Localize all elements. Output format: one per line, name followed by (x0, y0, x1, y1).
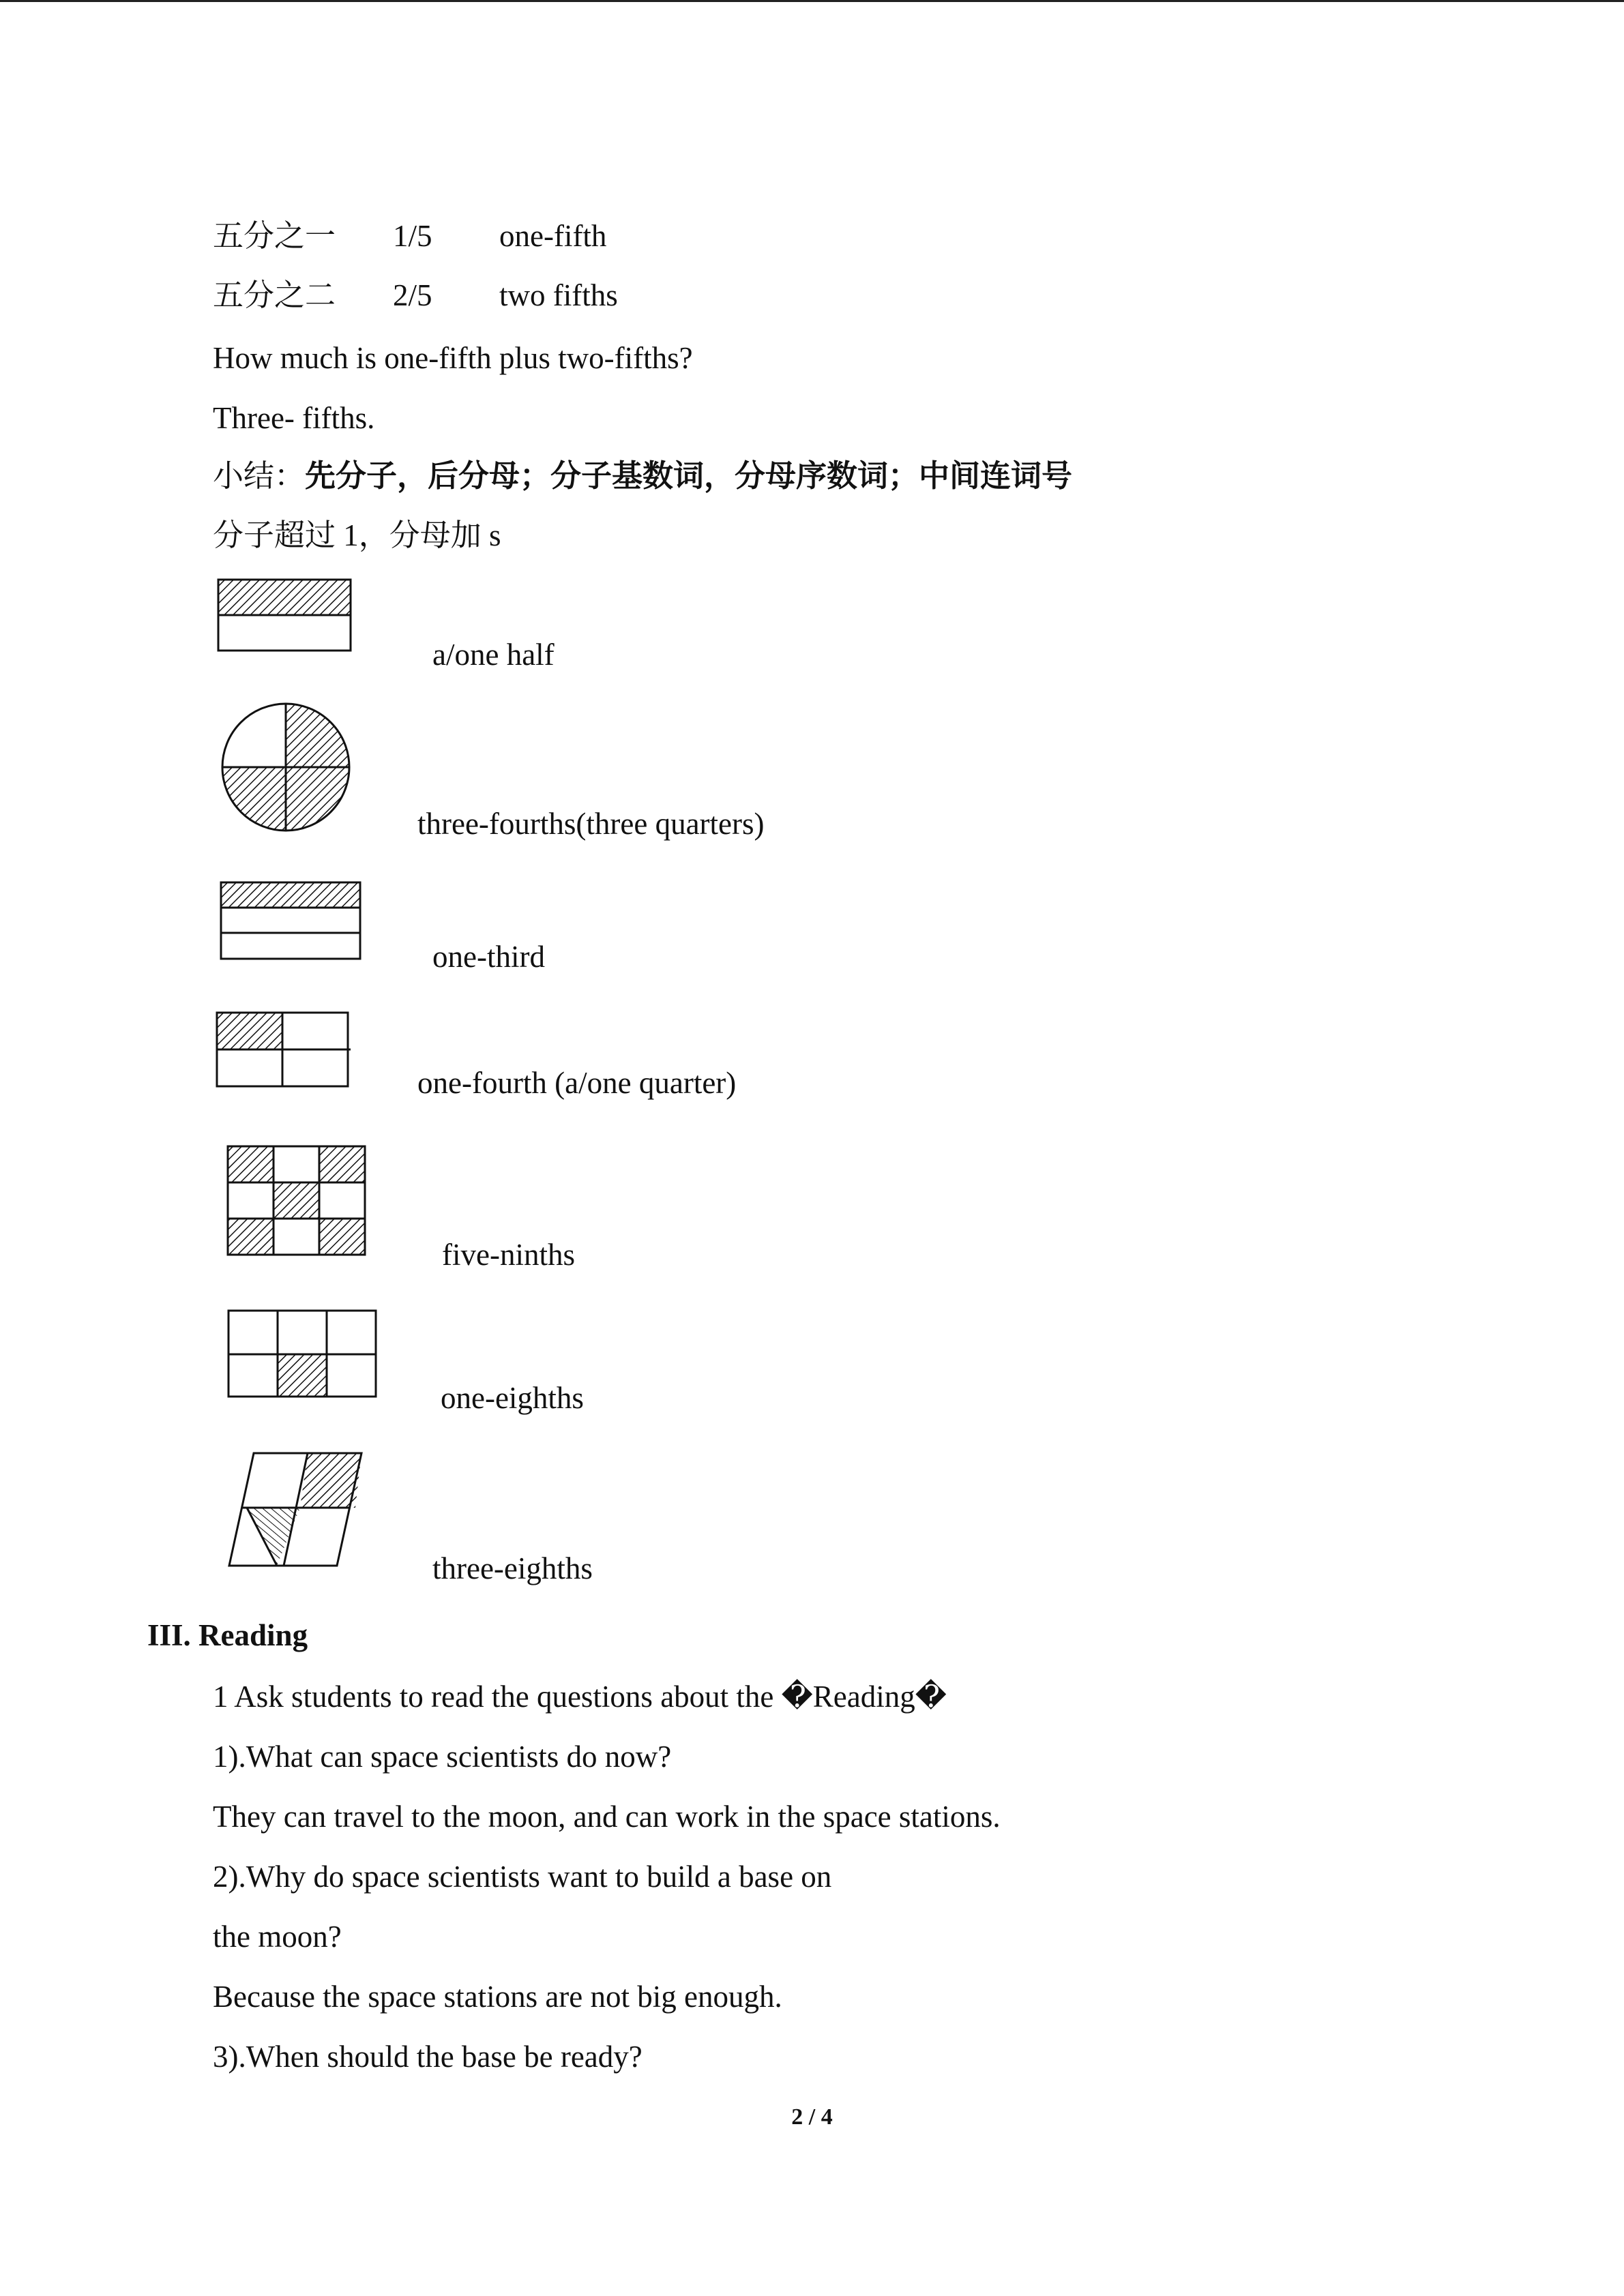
fraction-num: 2/5 (393, 278, 432, 312)
reading-line: They can travel to the moon, and can work in the space stations. (213, 1800, 1001, 1834)
one-third-rectangle-figure (220, 881, 363, 961)
figure-label: one-third (432, 940, 545, 974)
half-rectangle-figure (217, 578, 353, 655)
summary-text: 先分子，后分母；分子基数词，分母序数词；中间连词号 (305, 459, 1073, 493)
summary-line (213, 457, 1072, 495)
question-text: How much is one-fifth plus two-fifths? (213, 341, 693, 375)
fraction-en: two fifths (499, 278, 618, 312)
figure-label: three-fourths(three quarters) (417, 807, 765, 841)
fraction-cn: 五分之一 (213, 219, 336, 253)
three-quarters-circle-figure (220, 701, 352, 833)
reading-line: 1 Ask students to read the questions about the �Reading� (213, 1680, 947, 1714)
fraction-num: 1/5 (393, 219, 432, 253)
page-top-border (0, 0, 1624, 2)
reading-line: Because the space stations are not big enough. (213, 1980, 782, 2014)
one-fourth-grid-figure (216, 1011, 352, 1089)
fraction-row (213, 217, 606, 255)
reading-line: 1).What can space scientists do now? (213, 1740, 672, 1774)
figure-label: one-eighths (441, 1381, 584, 1415)
five-ninths-grid-figure (226, 1144, 369, 1257)
page-number: 2 / 4 (791, 2104, 833, 2130)
reading-line: 2).Why do space scientists want to build a base on (213, 1860, 832, 1894)
grid-one-shaded-figure (227, 1309, 379, 1399)
reading-line: the moon? (213, 1920, 342, 1954)
fraction-en: one-fifth (499, 219, 607, 253)
summary-label: 小结： (213, 459, 306, 493)
fraction-row (213, 276, 618, 314)
answer-text: Three- fifths. (213, 401, 375, 435)
figure-label: a/one half (432, 638, 555, 672)
fraction-cn: 五分之二 (213, 278, 336, 312)
figure-label: one-fourth (a/one quarter) (417, 1066, 737, 1100)
figure-label: five-ninths (442, 1238, 575, 1272)
section-heading: III. Reading (147, 1618, 308, 1652)
figure-label: three-eighths (432, 1551, 593, 1585)
parallelogram-figure (228, 1451, 364, 1568)
rule-text: 分子超过 1，分母加 s (213, 518, 501, 552)
reading-line: 3).When should the base be ready? (213, 2040, 643, 2074)
